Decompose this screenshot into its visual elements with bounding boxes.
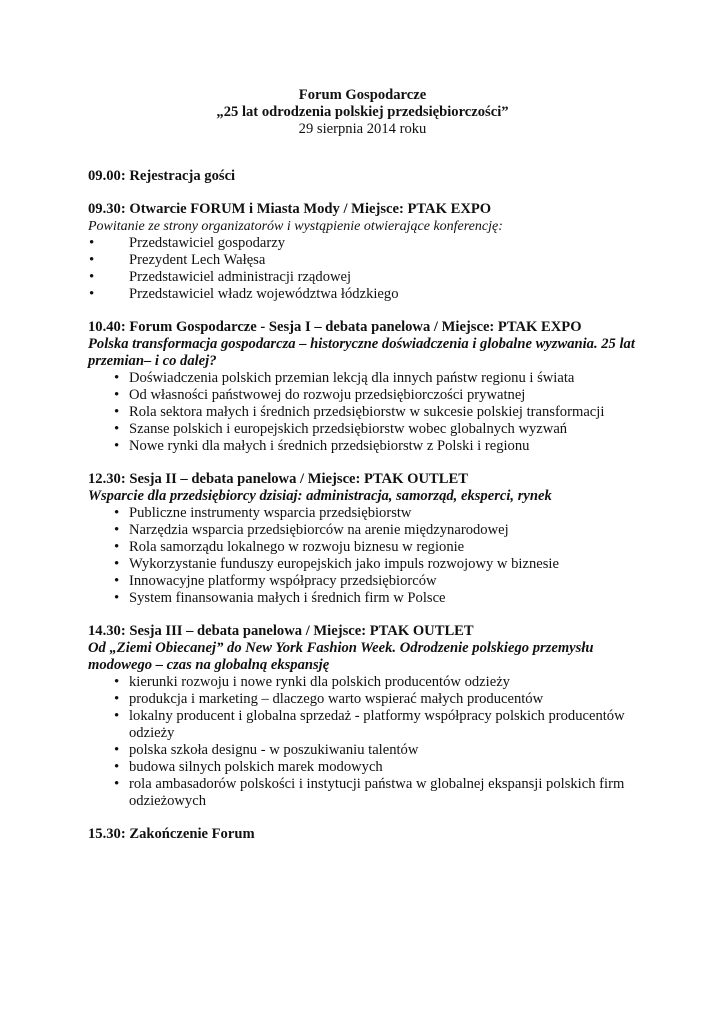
agenda-item-session-3 xyxy=(88,623,648,810)
list-item: • lokalny producent i globalna sprzedaż - platformy współpracy polskich producentów odzieży xyxy=(88,708,648,742)
forum-subtitle: „25 lat odrodzenia polskiej przedsiębiorczości” xyxy=(216,104,509,120)
list-item: • Rola samorządu lokalnego w rozwoju biznesu w regionie xyxy=(88,539,648,556)
list-item: • Szanse polskich i europejskich przedsiębiorstw wobec globalnych wyzwań xyxy=(88,421,648,438)
list-item: • Doświadczenia polskich przemian lekcją dla innych państw regionu i świata xyxy=(88,370,648,387)
list-item: • Rola sektora małych i średnich przedsiębiorstw w sukcesie polskiej transformacji xyxy=(88,404,648,421)
agenda-item-opening xyxy=(88,201,648,303)
list-item: • kierunki rozwoju i nowe rynki dla polskich producentów odzieży xyxy=(88,674,648,691)
section-heading: 12.30: Sesja II – debata panelowa / Miejsce: PTAK OUTLET xyxy=(88,471,468,487)
section-intro: Powitanie ze strony organizatorów i wystąpienie otwierające konferencję: xyxy=(88,219,503,234)
list-item: • Od własności państwowej do rozwoju przedsiębiorczości prywatnej xyxy=(88,387,648,404)
list-item: • Wykorzystanie funduszy europejskich jako impuls rozwojowy w biznesie xyxy=(88,556,648,573)
forum-date: 29 sierpnia 2014 roku xyxy=(298,121,427,137)
topic-list xyxy=(88,505,648,607)
list-item: • Narzędzia wsparcia przedsiębiorców na arenie międzynarodowej xyxy=(88,522,648,539)
agenda xyxy=(88,168,648,859)
list-item: • Przedstawiciel administracji rządowej xyxy=(88,269,648,286)
list-item: • System finansowania małych i średnich firm w Polsce xyxy=(88,590,648,607)
agenda-item-registration xyxy=(88,168,648,185)
document-header xyxy=(0,87,725,138)
agenda-item-closing xyxy=(88,826,648,843)
list-item: • Prezydent Lech Wałęsa xyxy=(88,252,648,269)
list-item: • polska szkoła designu - w poszukiwaniu talentów xyxy=(88,742,648,759)
session-topic: Polska transformacja gospodarcza – historyczne doświadczenia i globalne wyzwania. 25 lat przemian– i co dalej? xyxy=(88,336,635,369)
session-topic: Od „Ziemi Obiecanej” do New York Fashion Week. Odrodzenie polskiego przemysłu modowego – czas na globalną ekspansję xyxy=(88,640,594,673)
list-item: • Innowacyjne platformy współpracy przedsiębiorców xyxy=(88,573,648,590)
list-item: • budowa silnych polskich marek modowych xyxy=(88,759,648,776)
section-heading: 15.30: Zakończenie Forum xyxy=(88,826,255,842)
list-item: • produkcja i marketing – dlaczego warto wspierać małych producentów xyxy=(88,691,648,708)
agenda-item-session-1 xyxy=(88,319,648,455)
list-item: • Przedstawiciel władz województwa łódzkiego xyxy=(88,286,648,303)
topic-list xyxy=(88,674,648,810)
speaker-list xyxy=(88,235,648,303)
session-topic: Wsparcie dla przedsiębiorcy dzisiaj: administracja, samorząd, eksperci, rynek xyxy=(88,488,552,504)
section-heading: 09.00: Rejestracja gości xyxy=(88,168,236,184)
list-item: • Publiczne instrumenty wsparcia przedsiębiorstw xyxy=(88,505,648,522)
list-item: • Przedstawiciel gospodarzy xyxy=(88,235,648,252)
topic-list xyxy=(88,370,648,455)
list-item: • rola ambasadorów polskości i instytucji państwa w globalnej ekspansji polskich firm odzieżowych xyxy=(88,776,648,810)
forum-title: Forum Gospodarcze xyxy=(298,87,427,103)
section-heading: 14.30: Sesja III – debata panelowa / Miejsce: PTAK OUTLET xyxy=(88,623,474,639)
section-heading: 09.30: Otwarcie FORUM i Miasta Mody / Miejsce: PTAK EXPO xyxy=(88,201,492,217)
section-heading: 10.40: Forum Gospodarcze - Sesja I – debata panelowa / Miejsce: PTAK EXPO xyxy=(88,319,582,335)
agenda-item-session-2 xyxy=(88,471,648,607)
list-item: • Nowe rynki dla małych i średnich przedsiębiorstw z Polski i regionu xyxy=(88,438,648,455)
